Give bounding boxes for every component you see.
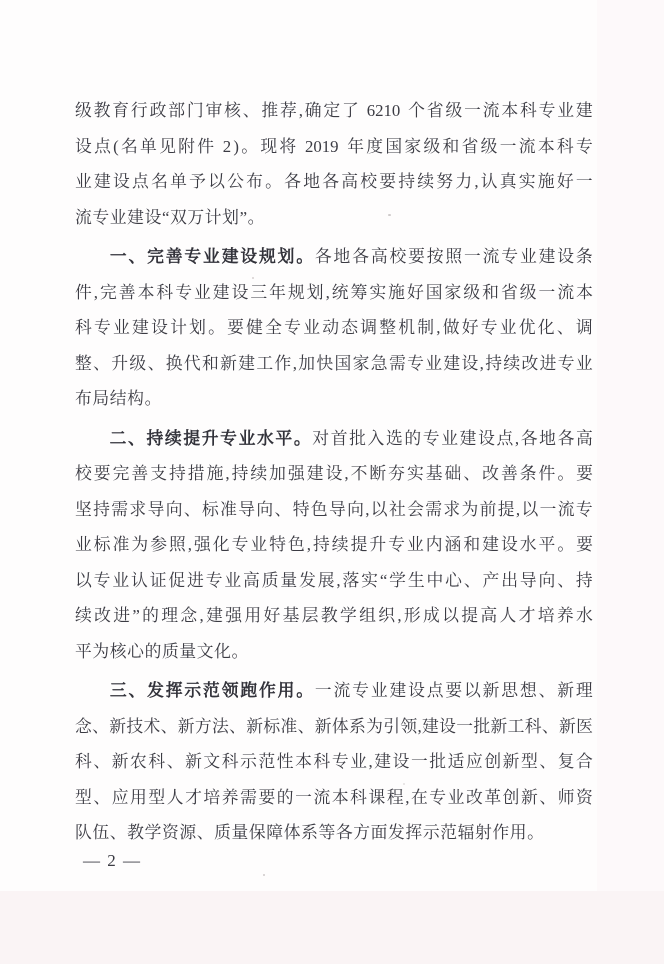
scan-edge-bottom — [0, 891, 664, 964]
paragraph — [75, 240, 593, 418]
text-line: 续 改 进 ” 的 理 念 , 建 强 用 好 基 层 教 学 组 织 , 形 成 以 提 高 人 才 培 养 水 — [75, 606, 593, 626]
text-line: 流 专 业 建 设 “ 双 万 计 划 ” 。 — [75, 207, 265, 227]
scan-speck — [252, 277, 254, 279]
text-line: 布 局 结 构 。 — [75, 389, 162, 409]
scan-speck — [263, 874, 265, 876]
scan-speck — [403, 783, 405, 785]
paragraph — [75, 94, 593, 236]
text-line: 一 、 完 善 专 业 建 设 规 划 。 各 地 各 高 校 要 按 照 一 流 专 业 建 设 条 — [109, 247, 593, 267]
text-line: 科 、 新 农 科 、 新 文 科 示 范 性 本 科 专 业 , 建 设 一 批 适 应 创 新 型 、 复 合 — [75, 752, 593, 772]
text-line: 级 教 育 行 政 部 门 审 核 、 推 荐 , 确 定 了 6210 个 省 级 一 流 本 科 专 业 建 — [75, 101, 593, 121]
paragraph — [75, 674, 593, 852]
text-line: 科 专 业 建 设 计 划 。 要 健 全 专 业 动 态 调 整 机 制 , 做 好 专 业 优 化 、 调 — [75, 318, 593, 338]
text-line: 业 标 准 为 参 照 , 强 化 专 业 特 色 , 持 续 提 升 专 业 内 涵 和 建 设 水 平 。 要 — [75, 535, 593, 555]
text-line: 业 建 设 点 名 单 予 以 公 布 。 各 地 各 高 校 要 持 续 努 力 , 认 真 实 施 好 一 — [75, 172, 593, 192]
page-number: — 2 — — [83, 851, 142, 870]
text-line: 三 、 发 挥 示 范 领 跑 作 用 。 一 流 专 业 建 设 点 要 以 新 思 想 、 新 理 — [109, 681, 593, 701]
text-line: 整 、 升 级 、 换 代 和 新 建 工 作 , 加 快 国 家 急 需 专 业 建 设 , 持 续 改 进 专 业 — [75, 353, 593, 373]
text-line: 设 点 ( 名 单 见 附 件 2 ) 。 现 将 2019 年 度 国 家 级 和 省 级 一 流 本 科 专 — [75, 136, 593, 156]
text-line: 平 为 核 心 的 质 量 文 化 。 — [75, 641, 249, 661]
scan-edge-right — [597, 0, 664, 964]
text-line: 以 专 业 认 证 促 进 专 业 高 质 量 发 展 , 落 实 “ 学 生 中 心 、 产 出 导 向 、 持 — [75, 570, 593, 590]
text-line: 型 、 应 用 型 人 才 培 养 需 要 的 一 流 本 科 课 程 , 在 专 业 改 革 创 新 、 师 资 — [75, 787, 593, 807]
text-line: 件 , 完 善 本 科 专 业 建 设 三 年 规 划 , 统 筹 实 施 好 国 家 级 和 省 级 一 流 本 — [75, 282, 593, 302]
text-line: 坚 持 需 求 导 向 、 标 准 导 向 、 特 色 导 向 , 以 社 会 需 求 为 前 提 , 以 一 流 专 — [75, 499, 593, 519]
text-line: 队 伍 、 教 学 资 源 、 质 量 保 障 体 系 等 各 方 面 发 挥 示 范 辐 射 作 用 。 — [75, 823, 544, 843]
text-line: 念 、 新 技 术 、 新 方 法 、 新 标 准 、 新 体 系 为 引 领 , 建 设 一 批 新 工 科 、 新 医 — [75, 716, 593, 736]
scan-speck — [388, 214, 391, 216]
paragraph — [75, 422, 593, 671]
text-line: 校 要 完 善 支 持 措 施 , 持 续 加 强 建 设 , 不 断 夯 实 基 础 、 改 善 条 件 。 要 — [75, 464, 593, 484]
text-line: 二 、 持 续 提 升 专 业 水 平 。 对 首 批 入 选 的 专 业 建 设 点 , 各 地 各 高 — [109, 428, 593, 448]
document-text — [75, 94, 593, 852]
